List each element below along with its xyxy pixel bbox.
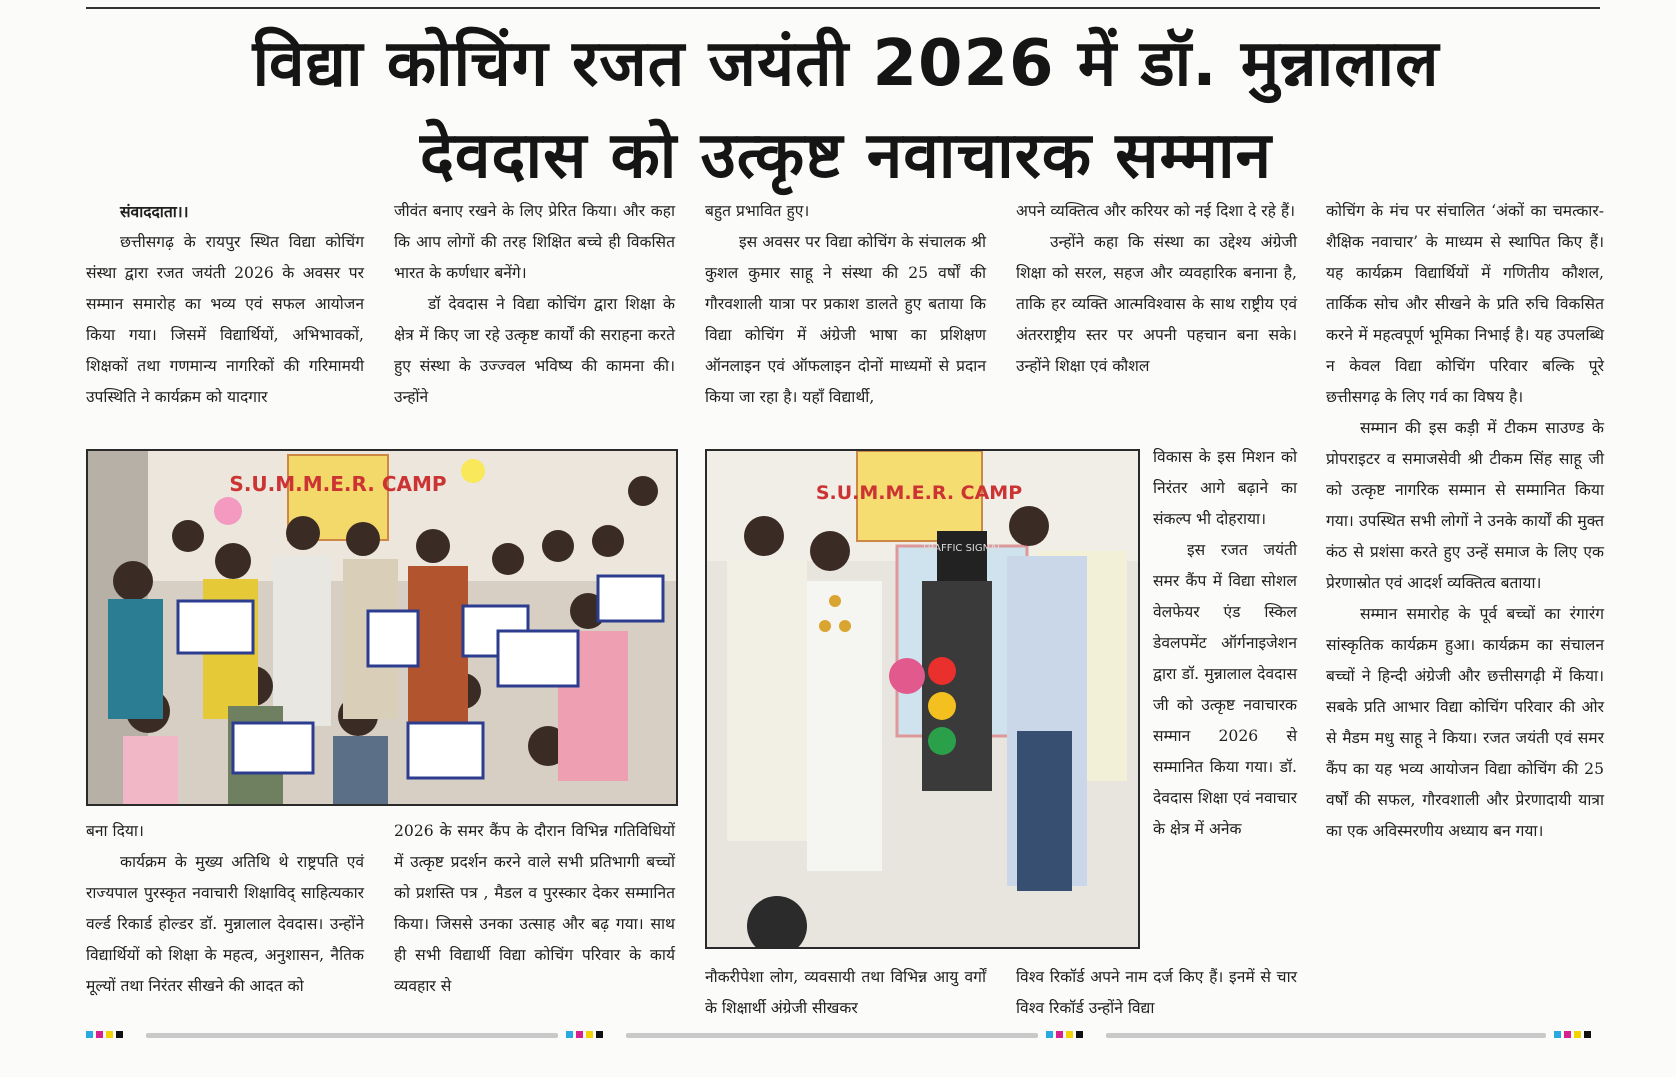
paragraph: नौकरीपेशा लोग, व्यवसायी तथा विभिन्न आयु वर्गों के शिक्षार्थी अंग्रेजी सीखकर <box>705 968 986 1017</box>
paragraph: अपने व्यक्तित्व और करियर को नई दिशा दे रहे हैं। <box>1016 202 1296 220</box>
column-2-top <box>394 196 675 413</box>
footer-bar <box>1106 1033 1546 1038</box>
paragraph: डॉ देवदास ने विद्या कोचिंग द्वारा शिक्षा के क्षेत्र में किए जा रहे उत्कृष्ट कार्यों की सराहना करते हुए संस्था के उज्ज्वल भविष्य की कामना की। उन्होंने <box>394 295 675 406</box>
paragraph: उन्होंने कहा कि संस्था का उद्देश्य अंग्रेजी शिक्षा को सरल, सहज और व्यवहारिक बनाना है, ताकि हर व्यक्ति आत्मविश्वास के साथ राष्ट्रीय एवं अंतरराष्ट्रीय स्तर पर अपनी पहचान बना सके। उन्होंने शिक्षा एवं कौशल <box>1016 233 1297 375</box>
column-4-narrow <box>1153 442 1297 845</box>
paragraph: जीवंत बनाए रखने के लिए प्रेरित किया। और कहा कि आप लोगों की तरह शिक्षित बच्चे ही विकसित भारत के कर्णधार बनेंगे। <box>394 202 675 282</box>
registration-mark <box>1554 1031 1591 1038</box>
photo-honor-presentation <box>705 449 1140 949</box>
photo-banner-text: S.U.M.M.E.R. CAMP <box>815 482 1023 504</box>
column-1-top <box>86 196 364 413</box>
footer-bar <box>146 1033 558 1038</box>
paragraph: सम्मान समारोह के पूर्व बच्चों का रंगारंग सांस्कृतिक कार्यक्रम हुआ। कार्यक्रम का संचालन बच्चों ने हिन्दी अंग्रेजी और छत्तीसगढ़ी में किया। सबके प्रति आभार विद्या कोचिंग परिवार की ओर से मैडम मधु साहू ने किया। रजत जयंती एवं समर कैंप का यह भव्य आयोजन विद्या कोचिंग की 25 वर्षों की सफल, गौरवशाली और प्रेरणादायी यात्रा का एक अविस्मरणीय अध्याय बन गया। <box>1326 605 1604 840</box>
photo-hat-text: TRAFFIC SIGNAL <box>921 543 1003 554</box>
column-3-bottom <box>705 962 986 1024</box>
photo-illustration <box>707 451 1138 947</box>
registration-mark <box>1046 1031 1083 1038</box>
paragraph: कार्यक्रम के मुख्य अतिथि थे राष्ट्रपति एवं राज्यपाल पुरस्कृत नवाचारी शिक्षाविद् साहित्यकार वर्ल्ड रिकार्ड होल्डर डॉ. मुन्नालाल देवदास। उन्होंने विद्यार्थियों को शिक्षा के महत्व, अनुशासन, नैतिक मूल्यों तथा निरंतर सीखने की आदत को <box>86 853 364 995</box>
paragraph: 2026 के समर कैंप के दौरान विभिन्न गतिविधियों में उत्कृष्ट प्रदर्शन करने वाले सभी प्रतिभागी बच्चों को प्रशस्ति पत्र , मैडल व पुरस्कार देकर सम्मानित किया। जिससे उनका उत्साह और बढ़ गया। साथ ही सभी विद्यार्थी विद्या कोचिंग परिवार के कार्य व्यवहार से <box>394 822 675 995</box>
paragraph: कोचिंग के मंच पर संचालित ‘अंकों का चमत्कार- शैक्षिक नवाचार’ के माध्यम से स्थापित किए हैं। यह कार्यक्रम विद्यार्थियों में गणितीय कौशल, तार्किक सोच और सीखने के प्रति रुचि विकसित करने में महत्वपूर्ण भूमिका निभाई है। यह उपलब्धि न केवल विद्या कोचिंग परिवार बल्कि पूरे छत्तीसगढ़ के लिए गर्व का विषय है। <box>1326 202 1604 406</box>
paragraph: विश्व रिकॉर्ड अपने नाम दर्ज किए हैं। इनमें से चार विश्व रिकॉर्ड उन्होंने विद्या <box>1016 968 1297 1017</box>
column-5 <box>1326 196 1604 847</box>
photo-illustration <box>88 451 676 804</box>
column-2-bottom <box>394 816 675 1002</box>
top-rule <box>86 7 1600 9</box>
footer-bar <box>626 1033 1038 1038</box>
column-3-top <box>705 196 986 413</box>
column-4-top <box>1016 196 1297 382</box>
byline: संवाददाता।। <box>120 202 189 221</box>
paragraph: विकास के इस मिशन को निरंतर आगे बढ़ाने का संकल्प भी दोहराया। <box>1153 448 1297 528</box>
photo-award-ceremony-group <box>86 449 678 806</box>
paragraph: बना दिया। <box>86 822 144 840</box>
headline <box>86 18 1606 202</box>
paragraph: बहुत प्रभावित हुए। <box>705 202 810 220</box>
registration-mark <box>86 1031 123 1038</box>
headline-line-2: देवदास को उत्कृष्ट नवाचारक सम्मान <box>419 119 1273 193</box>
headline-line-1: विद्या कोचिंग रजत जयंती 2026 में डॉ. मुन्नालाल <box>252 27 1440 101</box>
registration-mark <box>566 1031 603 1038</box>
column-1-bottom <box>86 816 364 1002</box>
paragraph: इस रजत जयंती समर कैंप में विद्या सोशल वेलफेयर एंड स्किल डेवलपमेंट ऑर्गनाइजेशन द्वारा डॉ. मुन्नालाल देवदास जी को उत्कृष्ट नवाचारक सम्मान 2026 से सम्मानित किया गया। डॉ. देवदास शिक्षा एवं नवाचार के क्षेत्र में अनेक <box>1153 541 1297 838</box>
paragraph: छत्तीसगढ़ के रायपुर स्थित विद्या कोचिंग संस्था द्वारा रजत जयंती 2026 के अवसर पर सम्मान समारोह का भव्य एवं सफल आयोजन किया गया। जिसमें विद्यार्थियों, अभिभावकों, शिक्षकों तथा गणमान्य नागरिकों की गरिमामयी उपस्थिति ने कार्यक्रम को यादगार <box>86 233 364 406</box>
column-4-bottom <box>1016 962 1297 1024</box>
photo-banner-text: S.U.M.M.E.R. CAMP <box>229 472 447 496</box>
paragraph: इस अवसर पर विद्या कोचिंग के संचालक श्री कुशल कुमार साहू ने संस्था की 25 वर्षों की गौरवशाली यात्रा पर प्रकाश डालते हुए बताया कि विद्या कोचिंग में अंग्रेजी भाषा का प्रशिक्षण ऑनलाइन एवं ऑफलाइन दोनों माध्यमों से प्रदान किया जा रहा है। यहाँ विद्यार्थी, <box>705 233 986 406</box>
paragraph: सम्मान की इस कड़ी में टीकम साउण्ड के प्रोपराइटर व समाजसेवी श्री टीकम सिंह साहू जी को उत्कृष्ट नागरिक सम्मान से सम्मानित किया गया। उपस्थित सभी लोगों ने उनके कार्यों की मुक्त कंठ से प्रशंसा करते हुए उन्हें समाज के लिए एक प्रेरणास्रोत एवं आदर्श व्यक्तित्व बताया। <box>1326 419 1604 592</box>
